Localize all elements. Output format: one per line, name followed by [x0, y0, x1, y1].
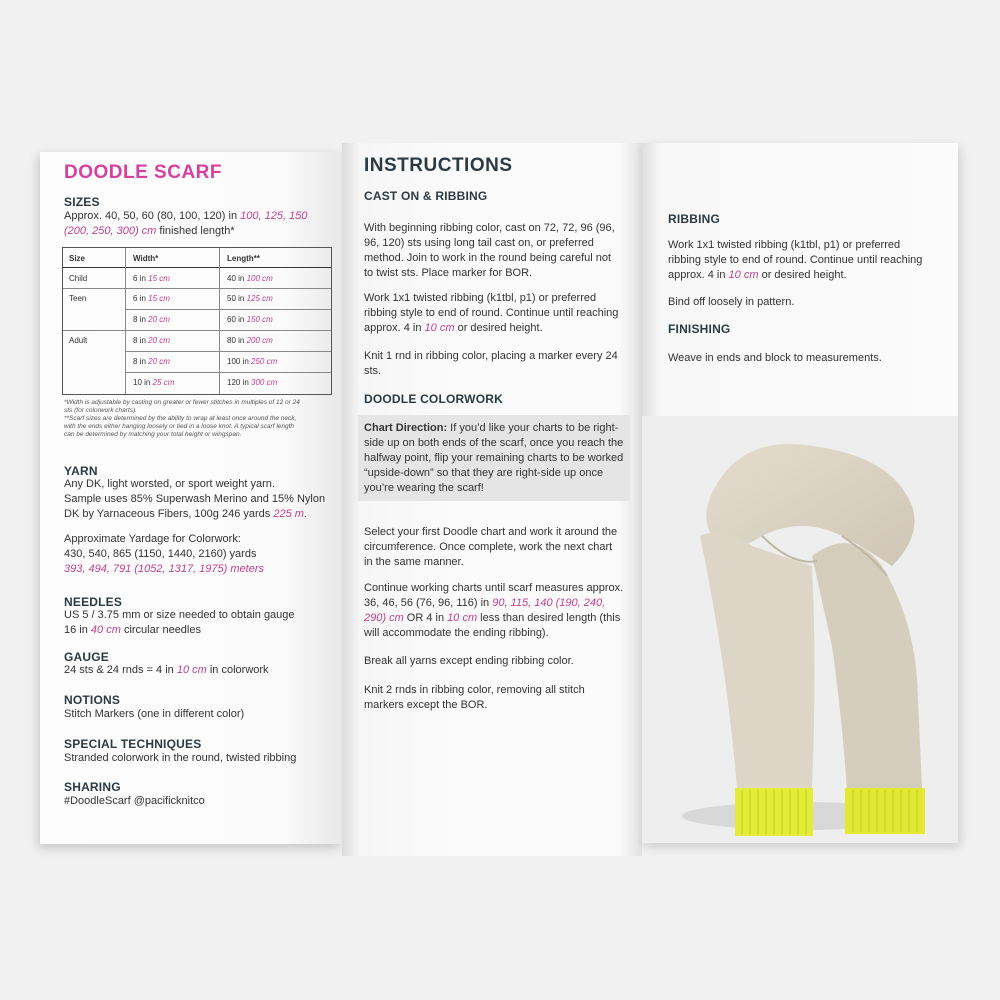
- special-techniques-text: Stranded colorwork in the round, twisted ribbing: [64, 752, 297, 764]
- table-row-length: 50 in 125 cm: [227, 294, 273, 303]
- needles-heading: NEEDLES: [64, 595, 123, 609]
- cast-on-paragraph: With beginning ribbing color, cast on 72, 72, 96 (96, 96, 120) sts using long tail cast on, or preferred method. Join to work in the round being careful not to twist sts. Place marker for BOR.: [364, 222, 615, 279]
- middle-page: [342, 143, 642, 856]
- pattern-title: DOODLE SCARF: [64, 162, 222, 183]
- yarn-heading: YARN: [64, 464, 98, 478]
- table-row-size: Child: [69, 274, 88, 283]
- table-row-width: 8 in 20 cm: [133, 336, 170, 345]
- table-row-length: 80 in 200 cm: [227, 336, 273, 345]
- table-row-length: 120 in 300 cm: [227, 378, 278, 387]
- sizes-text: Approx. 40, 50, 60 (80, 100, 120) in 100, 125, 150 (200, 250, 300) cm finished length*: [64, 210, 308, 237]
- sharing-heading: SHARING: [64, 780, 121, 794]
- gauge-heading: GAUGE: [64, 650, 110, 664]
- knit-round-paragraph: Knit 1 rnd in ribbing color, placing a marker every 24 sts.: [364, 350, 618, 377]
- table-footnotes: *Width is adjustable by casting on greater or fewer stitches in multiples of 12 or 24 sts (for colorwork charts). **Scarf sizes are determined by the ability to wrap at least once around the neck, with the ends either hanging loosely or tied in a loose knot. A typical scarf length can be determined by matching your total height or wingspan.: [64, 399, 300, 438]
- yardage-text: Approximate Yardage for Colorwork: 430, 540, 865 (1150, 1440, 2160) yards 393, 494, 791 (1052, 1317, 1975) meters: [64, 533, 264, 575]
- table-row-length: 60 in 150 cm: [227, 315, 273, 324]
- continue-charts-paragraph: Continue working charts until scarf measures approx. 36, 46, 56 (76, 96, 116) in 90, 115, 140 (190, 240, 290) cm OR 4 in 10 cm less than desired length (this will accommodate the ending ribbing).: [364, 582, 624, 639]
- bind-off-text: Bind off loosely in pattern.: [668, 296, 795, 308]
- table-row-width: 6 in 15 cm: [133, 274, 170, 283]
- table-header-length: Length**: [227, 254, 260, 263]
- ribbing-text: Work 1x1 twisted ribbing (k1tbl, p1) or preferred ribbing style to end of round. Continue until reaching approx. 4 in 10 cm or desired height.: [668, 239, 923, 281]
- table-row-width: 8 in 20 cm: [133, 357, 170, 366]
- finishing-heading: FINISHING: [668, 322, 731, 336]
- table-row-length: 100 in 250 cm: [227, 357, 278, 366]
- table-header-width: Width*: [133, 254, 159, 263]
- table-row-size: Adult: [69, 336, 88, 345]
- select-chart-paragraph: Select your first Doodle chart and work it around the circumference. Once complete, work the next chart in the same manner.: [364, 526, 618, 568]
- yarn-text: Any DK, light worsted, or sport weight yarn. Sample uses 85% Superwash Merino and 15% Nylon DK by Yarnaceous Fibers, 100g 246 yards 225 m.: [64, 478, 326, 520]
- scarf-photo: [642, 416, 958, 843]
- notions-heading: NOTIONS: [64, 693, 121, 707]
- table-row-length: 40 in 100 cm: [227, 274, 273, 283]
- doodle-colorwork-heading: DOODLE COLORWORK: [364, 392, 503, 406]
- ribbing-paragraph: Work 1x1 twisted ribbing (k1tbl, p1) or preferred ribbing style to end of round. Continue until reaching approx. 4 in 10 cm or desired height.: [364, 292, 619, 334]
- sizes-table: [62, 247, 332, 395]
- ribbing-heading: RIBBING: [668, 212, 721, 226]
- right-page: [642, 143, 958, 843]
- special-techniques-heading: SPECIAL TECHNIQUES: [64, 737, 202, 751]
- instructions-title: INSTRUCTIONS: [364, 155, 513, 176]
- table-row-width: 10 in 25 cm: [133, 378, 175, 387]
- table-row-width: 8 in 20 cm: [133, 315, 170, 324]
- break-yarns-paragraph: Break all yarns except ending ribbing color.: [364, 655, 574, 667]
- gauge-text: 24 sts & 24 rnds = 4 in 10 cm in colorwork: [64, 664, 269, 676]
- table-row-width: 6 in 15 cm: [133, 294, 170, 303]
- notions-text: Stitch Markers (one in different color): [64, 708, 245, 720]
- table-header-size: Size: [69, 254, 86, 263]
- scarf-illustration: [642, 416, 958, 843]
- chart-direction-text: Chart Direction: If you’d like your charts to be right- side up on both ends of the scarf, once you reach the halfway point, flip your remaining charts to be worked “upside-down” so that they are right-side up once you’re wearing the scarf!: [364, 422, 624, 494]
- cast-on-heading: CAST ON & RIBBING: [364, 189, 488, 203]
- sharing-text: #DoodleScarf @pacificknitco: [64, 795, 205, 807]
- needles-text: US 5 / 3.75 mm or size needed to obtain gauge 16 in 40 cm circular needles: [64, 609, 295, 636]
- finishing-text: Weave in ends and block to measurements.: [668, 352, 882, 364]
- table-row-size: Teen: [69, 294, 87, 303]
- left-page: [40, 152, 342, 844]
- knit-two-rounds-paragraph: Knit 2 rnds in ribbing color, removing all stitch markers except the BOR.: [364, 684, 585, 711]
- sizes-heading: SIZES: [64, 195, 100, 209]
